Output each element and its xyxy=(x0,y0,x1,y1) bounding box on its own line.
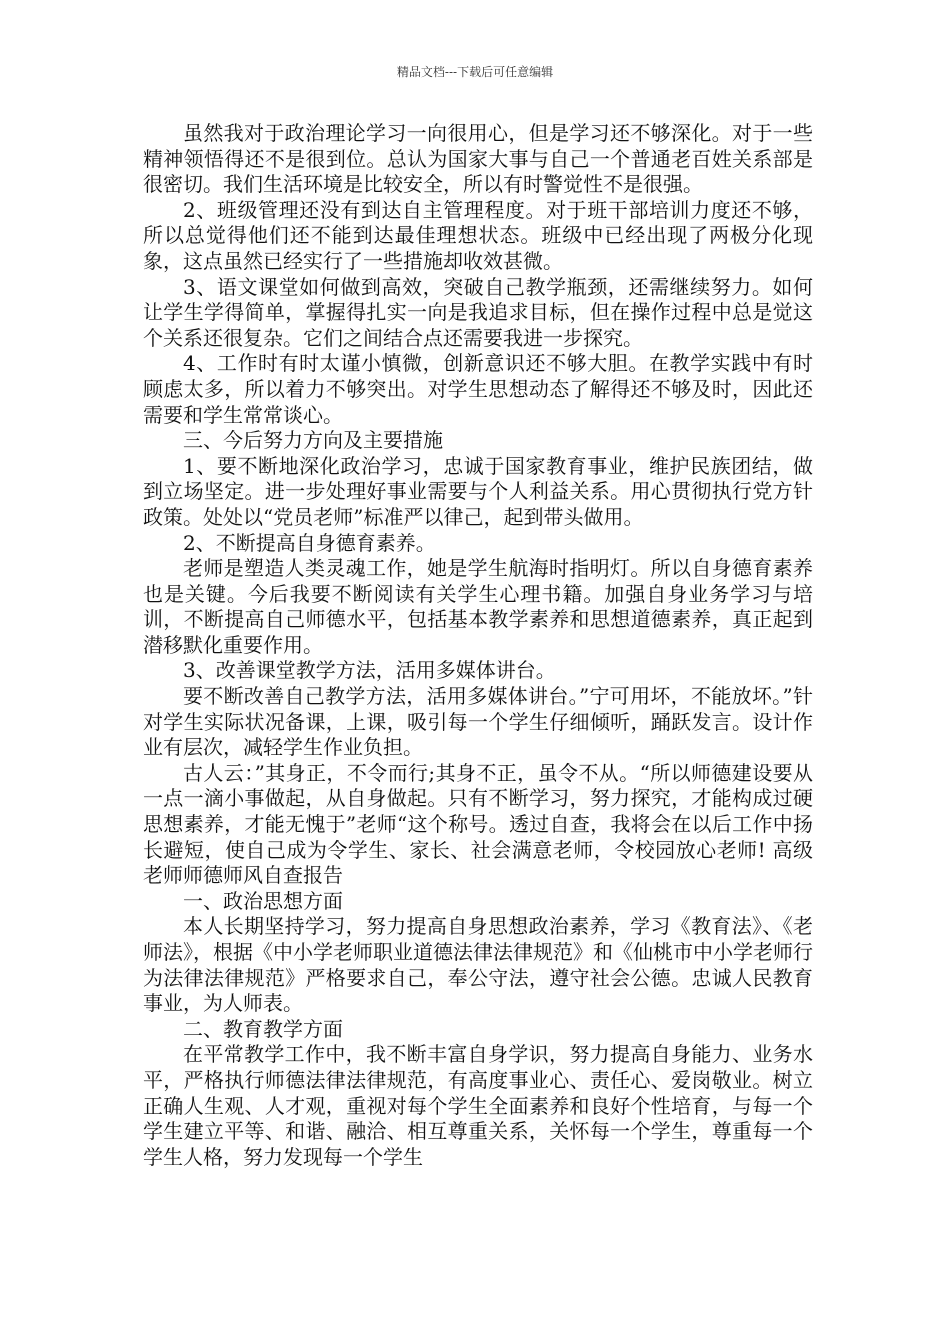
paragraph: 1、要不断地深化政治学习，忠诚于国家教育事业，维护民族团结，做到立场坚定。进一步处理好事业需要与个人利益关系。用心贯彻执行党方针政策。处处以“党员老师”标准严以律己，起到带头做用。 xyxy=(143,453,813,529)
paragraph: 本人长期坚持学习，努力提高自身思想政治素养，学习《教育法》、《老师法》，根据《中小学老师职业道德法律法律规范》和《仙桃市中小学老师行为法律法律规范》严格要求自己，奉公守法，遵守社会公德。忠诚人民教育事业，为人师表。 xyxy=(143,914,813,1016)
paragraph: 在平常教学工作中，我不断丰富自身学识，努力提高自身能力、业务水平，严格执行师德法律法律规范，有高度事业心、责任心、爱岗敬业。树立正确人生观、人才观，重视对每个学生全面素养和良好个性培育，与每一个学生建立平等、和谐、融洽、相互尊重关系，关怀每一个学生，尊重每一个学生人格，努力发现每一个学生 xyxy=(143,1042,813,1169)
sub-heading: 3、改善课堂教学方法，活用多媒体讲台。 xyxy=(183,658,556,683)
paragraph: 4、工作时有时太谨小慎微，创新意识还不够大胆。在教学实践中有时顾虑太多，所以着力不够突出。对学生思想动态了解得还不够及时，因此还需要和学生常常谈心。 xyxy=(143,351,813,427)
section-heading: 一、政治思想方面 xyxy=(183,888,343,913)
sub-heading: 2、不断提高自身德育素养。 xyxy=(183,530,436,555)
page-header: 精品文档---下载后可任意编辑 xyxy=(396,65,554,79)
paragraph: 2、班级管理还没有到达自主管理程度。对于班干部培训力度还不够，所以总觉得他们还不能到达最佳理想状态。班级中已经出现了两极分化现象，这点虽然已经实行了一些措施却收效甚微。 xyxy=(143,197,813,273)
paragraph: 古人云：”其身正，不令而行;其身不正，虽令不从。“所以师德建设要从一点一滴小事做起，从自身做起。只有不断学习，努力探究，才能构成过硬思想素养，才能无愧于”老师“这个称号。透过自查，我将会在以后工作中扬长避短，使自己成为令学生、家长、社会满意老师，令校园放心老师! 高级老师师德师风自查报告 xyxy=(143,760,813,888)
paragraph: 老师是塑造人类灵魂工作，她是学生航海时指明灯。所以自身德育素养也是关键。今后我要不断阅读有关学生心理书籍。加强自身业务学习与培训，不断提高自己师德水平，包括基本教学素养和思想道德素养，真正起到潜移默化重要作用。 xyxy=(143,556,813,657)
paragraph: 要不断改善自己教学方法，活用多媒体讲台。”宁可用坏，不能放坏。”针对学生实际状况备课，上课，吸引每一个学生仔细倾听，踊跃发言。设计作业有层次，减轻学生作业负担。 xyxy=(143,684,813,760)
paragraph: 3、语文课堂如何做到高效，突破自己教学瓶颈，还需继续努力。如何让学生学得简单，掌握得扎实一向是我追求目标，但在操作过程中总是觉这个关系还很复杂。它们之间结合点还需要我进一步探究。 xyxy=(143,274,813,350)
document-body xyxy=(143,121,813,1170)
section-heading: 三、今后努力方向及主要措施 xyxy=(183,428,443,453)
section-heading: 二、教育教学方面 xyxy=(183,1016,343,1041)
paragraph: 虽然我对于政治理论学习一向很用心，但是学习还不够深化。对于一些精神领悟得还不是很到位。总认为国家大事与自己一个普通老百姓关系部是很密切。我们生活环境是比较安全，所以有时警觉性不是很强。 xyxy=(143,121,813,197)
